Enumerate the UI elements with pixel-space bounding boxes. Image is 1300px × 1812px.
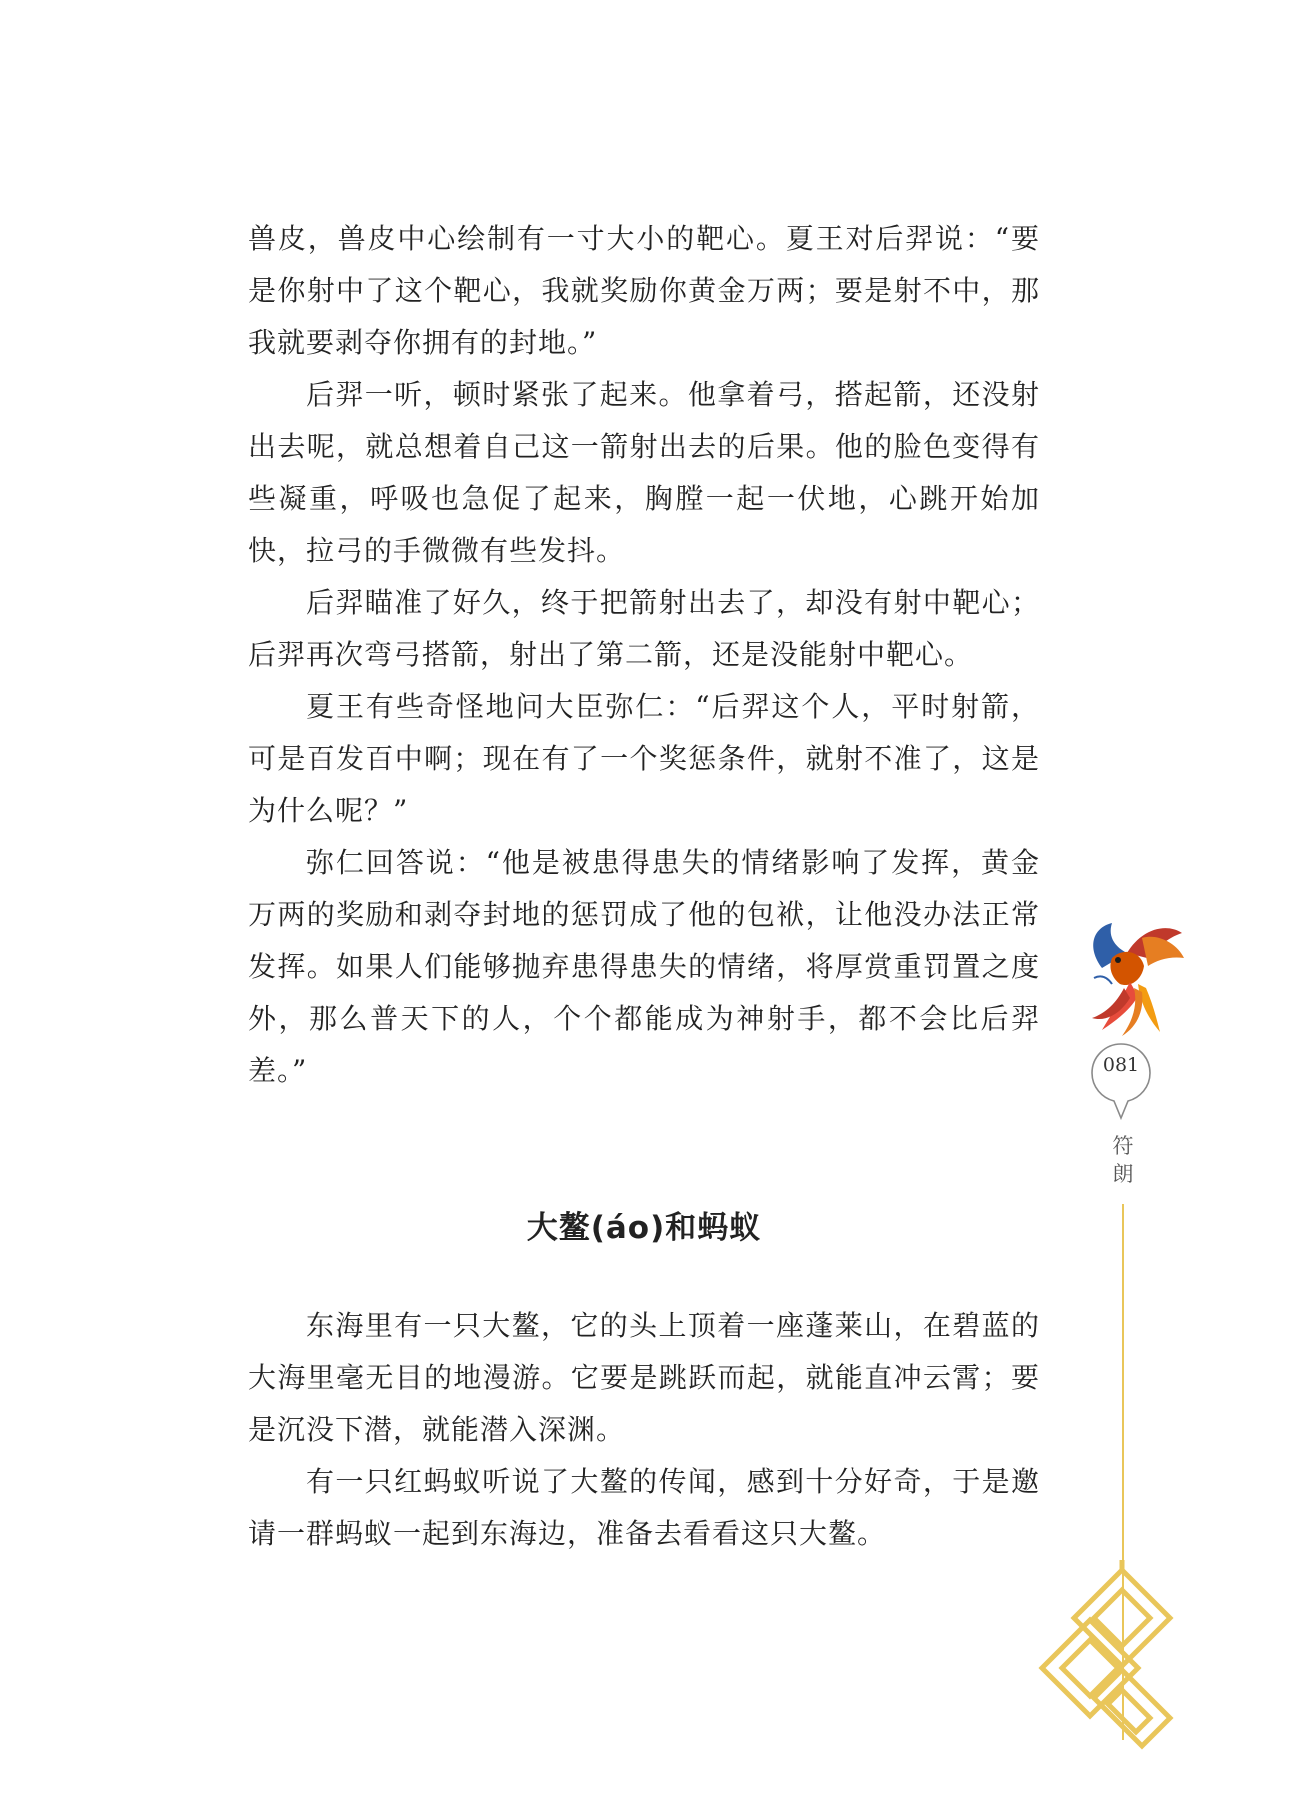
paragraph: 兽皮，兽皮中心绘制有一寸大小的靶心。夏王对后羿说：“要是你射中了这个靶心，我就奖励你黄金万两；要是射不中，那我就要剥夺你拥有的封地。” [248, 222, 1040, 359]
page-number: 081 [1102, 1054, 1140, 1076]
section-title: 大鳌(áo)和蚂蚁 [526, 1210, 762, 1246]
paragraph: 夏王有些奇怪地问大臣弥仁：“后羿这个人，平时射箭，可是百发百中啊；现在有了一个奖惩条件，就射不准了，这是为什么呢？” [248, 690, 1040, 827]
story1-body [248, 213, 1040, 1097]
paragraph: 弥仁回答说：“他是被患得患失的情绪影响了发挥，黄金万两的奖励和剥夺封地的惩罚成了他的包袱，让他没办法正常发挥。如果人们能够抛弃患得患失的情绪，将厚赏重罚置之度外，那么普天下的人，个个都能成为神射手，都不会比后羿差。” [248, 846, 1040, 1087]
paragraph: 东海里有一只大鳌，它的头上顶着一座蓬莱山，在碧蓝的大海里毫无目的地漫游。它要是跳跃而起，就能直冲云霄；要是沉没下潜，就能潜入深渊。 [248, 1309, 1040, 1446]
paragraph: 后羿瞄准了好久，终于把箭射出去了，却没有射中靶心；后羿再次弯弓搭箭，射出了第二箭，还是没能射中靶心。 [248, 586, 1040, 671]
story2-body [248, 1300, 1040, 1560]
brand-mark: 符朗 [1112, 1134, 1134, 1186]
paragraph: 有一只红蚂蚁听说了大鳌的传闻，感到十分好奇，于是邀请一群蚂蚁一起到东海边，准备去看看这只大鳌。 [248, 1465, 1040, 1550]
phoenix-illustration-icon [1082, 918, 1188, 1038]
page-number-bubble-icon [1088, 1040, 1154, 1122]
chinese-knot-ornament-icon [1030, 1560, 1180, 1750]
paragraph: 后羿一听，顿时紧张了起来。他拿着弓，搭起箭，还没射出去呢，就总想着自己这一箭射出去的后果。他的脸色变得有些凝重，呼吸也急促了起来，胸膛一起一伏地，心跳开始加快，拉弓的手微微有些发抖。 [248, 378, 1040, 567]
